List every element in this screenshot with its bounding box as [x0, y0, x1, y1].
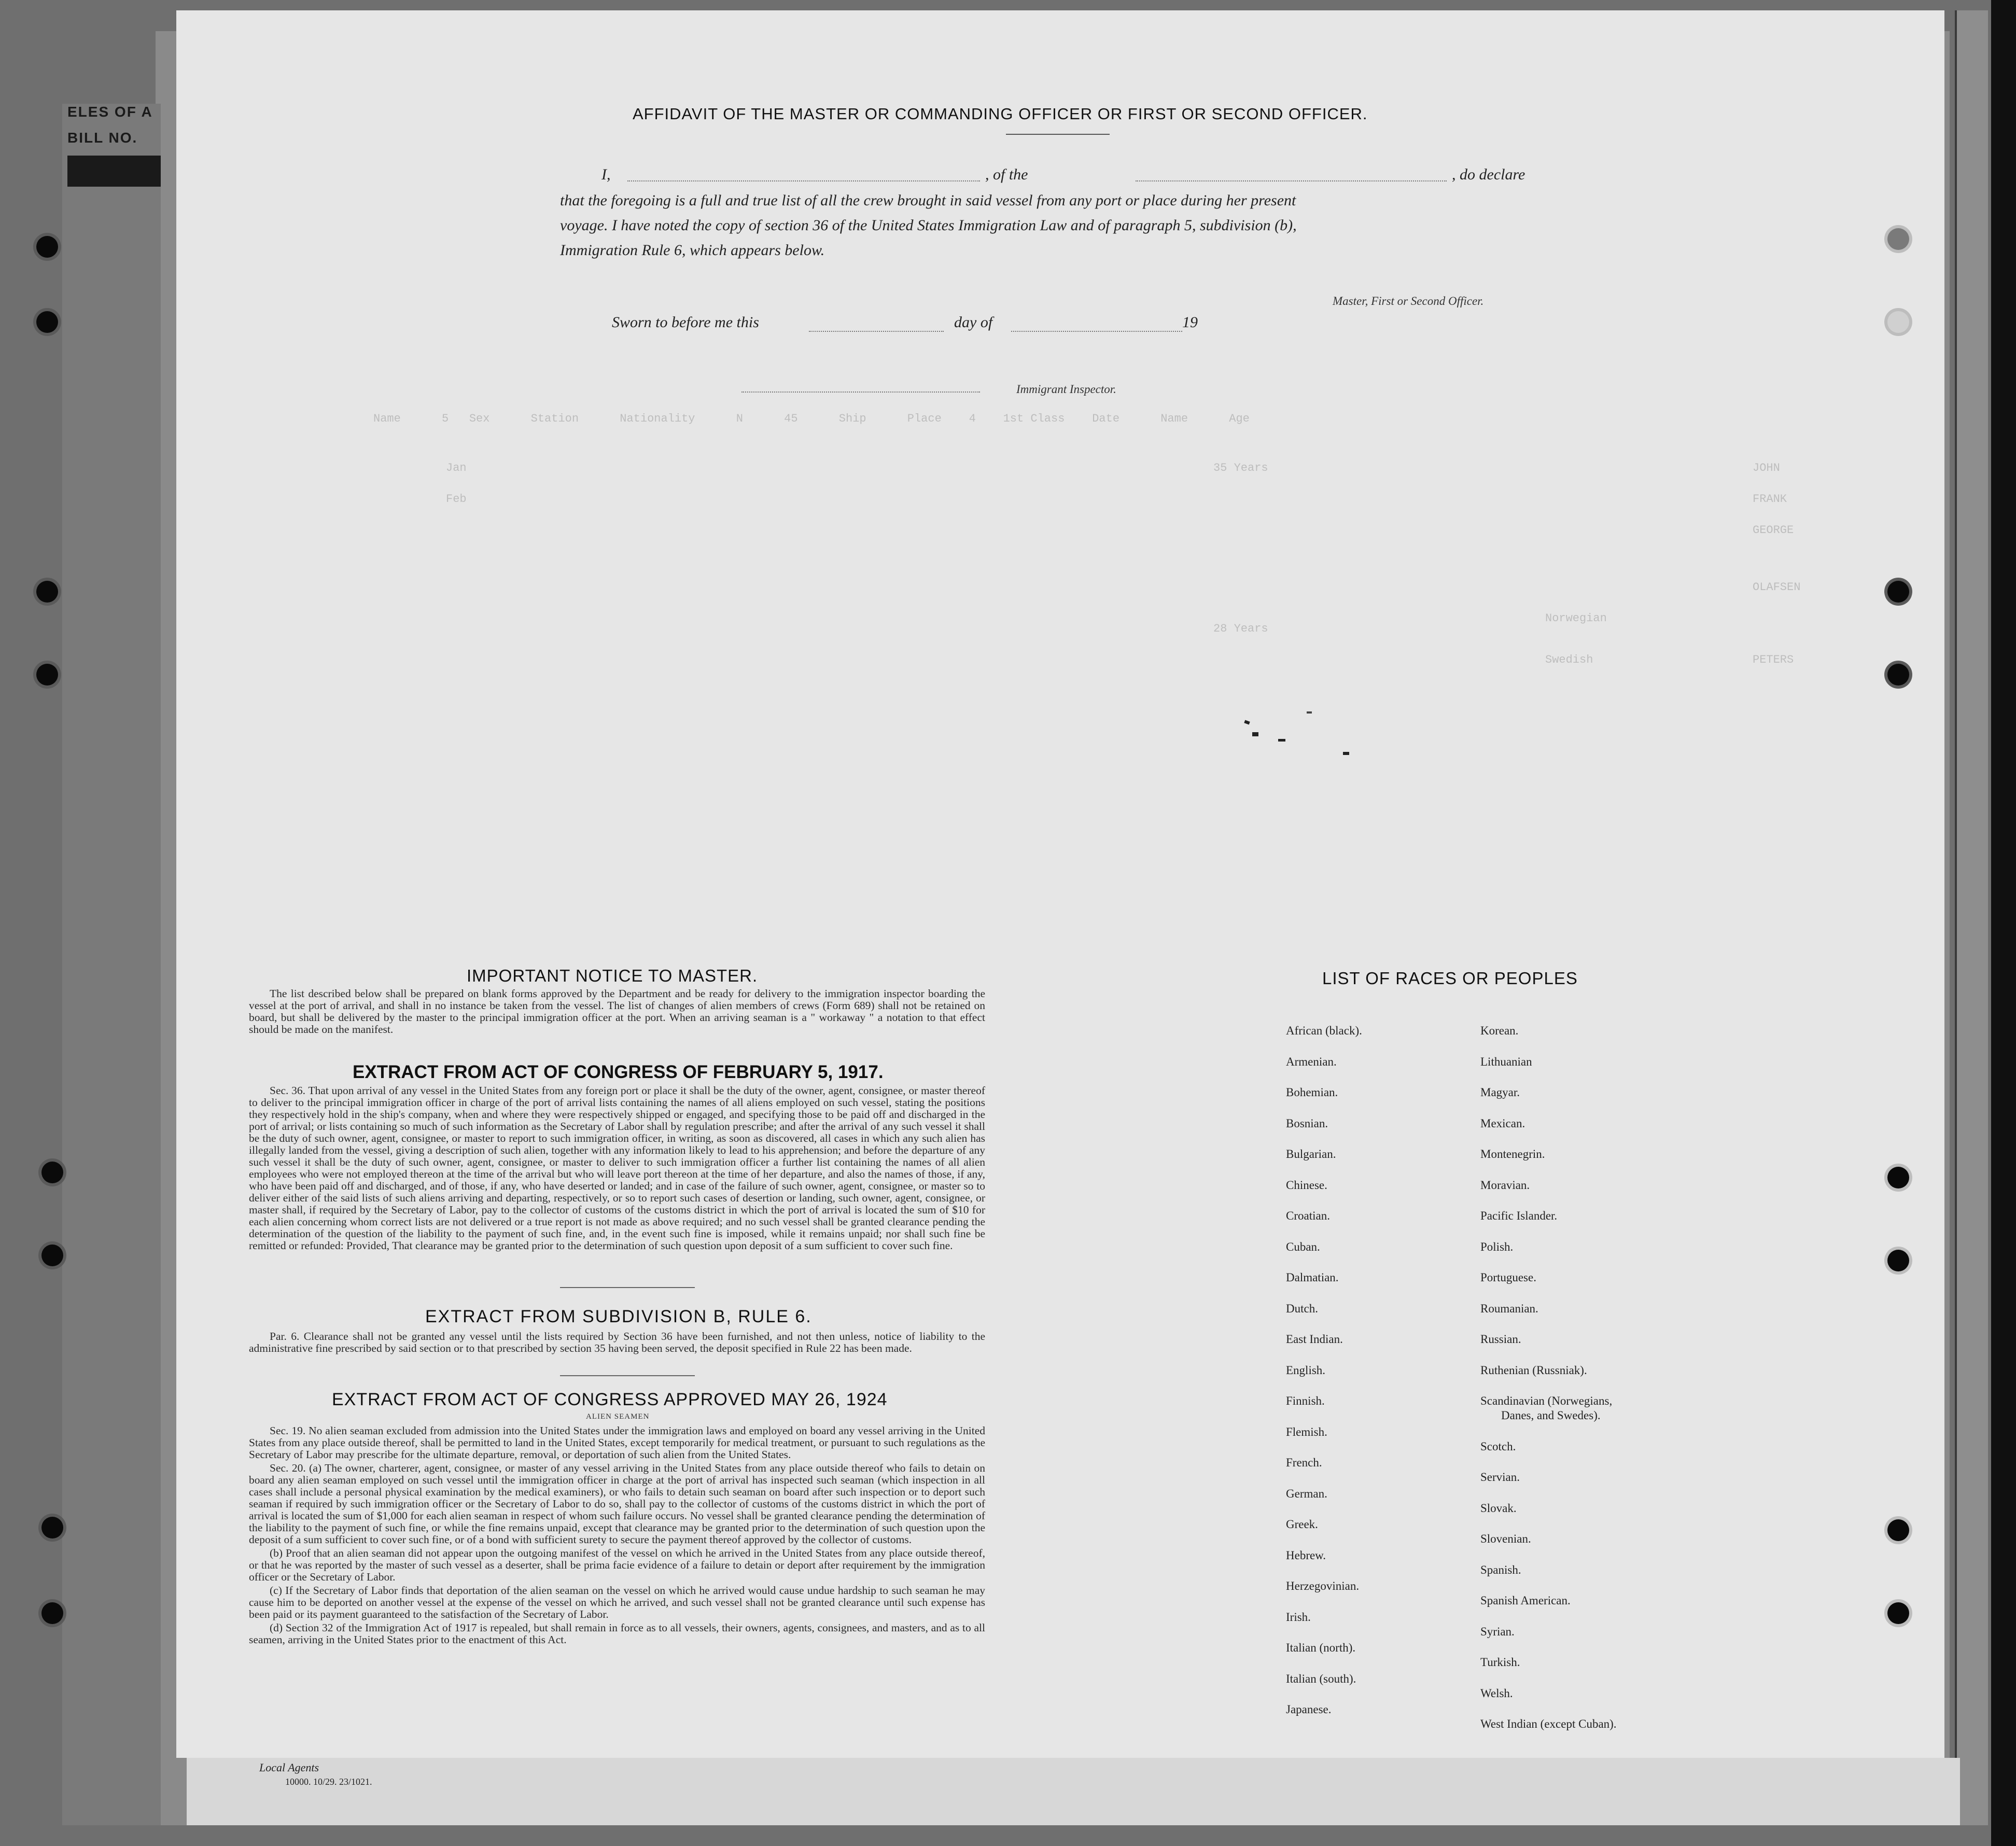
punch-hole	[1887, 311, 1909, 333]
punch-hole	[36, 236, 58, 258]
race-item: African (black).	[1286, 1024, 1362, 1037]
section-36-paragraph: Sec. 36. That upon arrival of any vessel in the United States from any foreign port or place it shall be the duty of the owner, agent, consignee, or master thereof to deliver to the principal immigration officer in charge of the port of arrival lists containing the names of all aliens employed on such vessel, stating the positions they respectively hold in the ship's company, when and where they were respectively shipped or engaged, and specifying those to be paid off and discharged in the port of arrival; or lists containing so much of such information as the Secretary of Labor shall by regulation prescribe; and after the arrival of any such vessel it shall be the duty of such owner, agent, consignee, or master to report to such immigration officer, in writing, as soon as discovered, all cases in which any such alien has illegally landed from the vessel, giving a description of such alien, together with any information likely to lead to his apprehension; and before the departure of any such vessel it shall be the duty of such owner, agent, consignee, or master to deliver to such immigration officer a further list containing the names of all alien employees who were not employed thereon at the time of the arrival but who will leave port thereon at the time of her departure, and also the names of those, if any, who have been paid off and discharged, and of those, if any, who have deserted or landed; and in case of the failure of such owner, agent, consignee, or master so to deliver either of the said lists of such aliens arriving and departing, respectively, or so to report such cases of desertion or landing, such owner, agent, consignee, or master shall, if required by the Secretary of Labor, pay to the collector of customs of the customs district in which the port of arrival is located the sum of $10 for each alien concerning whom correct lists are not delivered or a true report is not made as above required; and no such vessel shall be granted clearance pending the determination of the question of the liability to the payment of such fine, and, in the event such fine is imposed, while it remains unpaid; nor shall such fine be remitted or refunded: Provided, That clearance may be granted prior to the determination of such question upon deposit of a sum sufficient to cover such fine.	[249, 1084, 985, 1252]
sec-19-paragraph: Sec. 19. No alien seaman excluded from admission into the United States under the immigration laws and employed on board any vessel arriving in the United States from any place outside thereof, shall be permitted to land in the United States, except temporarily for medical treatment, or pursuant to such regulations as the Secretary of Labor may prescribe for the ultimate departure, removal, or deportation of such alien from the United States.	[249, 1424, 985, 1461]
punch-hole	[41, 1244, 63, 1266]
punch-hole	[1887, 228, 1909, 250]
race-item: Slovak.	[1480, 1501, 1517, 1515]
race-item: Danes, and Swedes).	[1501, 1409, 1601, 1422]
extract-1917-text	[249, 1085, 985, 1253]
separator-rule	[560, 1287, 695, 1288]
race-item: Dutch.	[1286, 1302, 1318, 1315]
day-of-text: day of	[954, 314, 993, 331]
punch-hole	[36, 581, 58, 603]
race-item: Bosnian.	[1286, 1116, 1328, 1130]
extract-rule6-text	[249, 1331, 985, 1356]
punch-hole	[1887, 664, 1909, 686]
sec-20d-paragraph: (d) Section 32 of the Immigration Act of 1917 is repealed, but shall remain in force as to all vessels, their owners, agents, consignees, and masters, and as to all seamen, arriving in the United States prior to the enactment of this Act.	[249, 1621, 985, 1646]
extract-1917-title: EXTRACT FROM ACT OF CONGRESS OF FEBRUARY 5, 1917.	[353, 1062, 884, 1082]
races-title: LIST OF RACES OR PEOPLES	[1322, 969, 1578, 988]
day-blank[interactable]	[809, 331, 944, 332]
bleed-through: JOHN	[1753, 461, 1780, 474]
race-item: Spanish American.	[1480, 1594, 1571, 1607]
ink-speck	[1244, 720, 1250, 724]
race-item: West Indian (except Cuban).	[1480, 1717, 1617, 1730]
race-item: Roumanian.	[1480, 1302, 1538, 1315]
bleed-through: Jan	[446, 461, 467, 474]
race-item: Bohemian.	[1286, 1086, 1338, 1099]
bleed-through: Norwegian	[1545, 612, 1607, 625]
separator-rule	[560, 1375, 695, 1376]
race-item: Greek.	[1286, 1518, 1318, 1531]
race-item: Finnish.	[1286, 1394, 1325, 1407]
sworn-text: Sworn to before me this	[612, 314, 759, 331]
right-edge-strip	[1955, 10, 1988, 1825]
master-signature-label: Master, First or Second Officer.	[1333, 295, 1484, 307]
affidavit-i: I,	[601, 166, 611, 183]
month-blank[interactable]	[1011, 331, 1182, 332]
race-item: English.	[1286, 1363, 1326, 1377]
race-item: Spanish.	[1480, 1563, 1521, 1576]
race-item: Welsh.	[1480, 1686, 1513, 1700]
race-item: Armenian.	[1286, 1055, 1337, 1068]
race-item: Turkish.	[1480, 1656, 1520, 1669]
rule6-paragraph: Par. 6. Clearance shall not be granted any vessel until the lists required by Section 36 have been furnished, and not then unless, notice of liability to the administrative fine prescribed by said section or to that prescribed by section 35 having been served, the deposit specified in Rule 22 has been made.	[249, 1330, 985, 1354]
bleed-through-header: Name 5 Sex Station Nationality N 45 Ship Place 4 1st Class Date Name Age	[373, 412, 1250, 425]
race-item: Slovenian.	[1480, 1532, 1531, 1545]
punch-hole	[36, 311, 58, 333]
bleed-through: PETERS	[1753, 653, 1794, 666]
race-item: German.	[1286, 1487, 1327, 1500]
race-item: Scandinavian (Norwegians,	[1480, 1394, 1613, 1407]
punch-hole	[1887, 1519, 1909, 1541]
ink-speck	[1343, 752, 1349, 755]
affidavit-title: AFFIDAVIT OF THE MASTER OR COMMANDING OFFICER OR FIRST OR SECOND OFFICER.	[633, 105, 1368, 123]
punch-hole	[1887, 1602, 1909, 1624]
race-item: Croatian.	[1286, 1209, 1330, 1222]
bleed-through: Swedish	[1545, 653, 1593, 666]
notice-paragraph: The list described below shall be prepared on blank forms approved by the Department and be ready for delivery to the immigration inspector boarding the vessel at the port of arrival, and shall in no instance be taken from the vessel. The list of changes of alien members of crews (Form 689) shall not be retained on board, but shall be delivered by the master to the principal immigration officer at the port. When an arriving seaman is a " workaway " a notation to that effect should be made on the manifest.	[249, 987, 985, 1036]
title-underline	[1006, 134, 1110, 135]
bleed-through: Feb	[446, 493, 467, 506]
race-item: Korean.	[1480, 1024, 1519, 1037]
notice-title: IMPORTANT NOTICE TO MASTER.	[467, 966, 758, 985]
previous-page-stub	[62, 104, 161, 1825]
bleed-through: OLAFSEN	[1753, 581, 1801, 594]
ink-speck	[1278, 739, 1285, 742]
punch-hole	[1887, 1250, 1909, 1271]
affidavit-declare: , do declare	[1452, 166, 1525, 183]
race-item: Herzegovinian.	[1286, 1579, 1360, 1592]
race-item: Cuban.	[1286, 1240, 1320, 1253]
stub-line-1: ELES OF A	[67, 104, 153, 120]
notice-text	[249, 988, 985, 1037]
race-item: Chinese.	[1286, 1178, 1327, 1192]
race-item: Italian (south).	[1286, 1672, 1356, 1685]
race-item: Syrian.	[1480, 1625, 1515, 1638]
inspector-signature-blank[interactable]	[741, 391, 980, 393]
stub-redaction-bar	[67, 156, 161, 187]
race-item: Lithuanian	[1480, 1055, 1532, 1068]
bleed-through: GEORGE	[1753, 524, 1794, 537]
race-item: Portuguese.	[1480, 1271, 1536, 1284]
footer-agents: Local Agents	[259, 1761, 319, 1774]
punch-hole	[41, 1602, 63, 1624]
ink-speck	[1307, 711, 1312, 714]
race-item: Scotch.	[1480, 1439, 1516, 1453]
extract-1924-title: EXTRACT FROM ACT OF CONGRESS APPROVED MAY 26, 1924	[332, 1390, 888, 1409]
punch-hole	[41, 1517, 63, 1539]
race-item: Magyar.	[1480, 1086, 1520, 1099]
footer-print-code: 10000. 10/29. 23/1021.	[285, 1777, 372, 1787]
bleed-through: 28 Years	[1213, 622, 1268, 635]
sec-20b-paragraph: (b) Proof that an alien seaman did not appear upon the outgoing manifest of the vessel on which he arrived in the United States from any place outside thereof, or that he was reported by the master of such vessel as a deserter, shall be prima facie evidence of a failure to detain or deport after requirement by the immigration officer or the Secretary of Labor.	[249, 1547, 985, 1583]
race-item: Mexican.	[1480, 1116, 1525, 1130]
race-item: Russian.	[1480, 1333, 1521, 1346]
affidavit-line-4: Immigration Rule 6, which appears below.	[560, 242, 825, 259]
inspector-label: Immigrant Inspector.	[1016, 383, 1116, 396]
race-item: French.	[1286, 1456, 1322, 1469]
affidavit-of-the: , of the	[985, 166, 1028, 183]
sec-20a-paragraph: Sec. 20. (a) The owner, charterer, agent, consignee, or master of any vessel arriving in the United States from any place outside thereof who fails to detain on board any alien seaman employed on such vessel until the immigration officer in charge at the port of arrival has inspected such seaman (which inspection in all cases shall include a personal physical examination by the medical examiners), or who fails to detain such seaman on board after such inspection or to deport such seaman if required by such immigration officer or the Secretary of Labor to do so, shall pay to the collector of customs of the customs district in which the port of arrival is located the sum of $1,000 for each alien seaman in respect of whom such failure occurs. No vessel shall be granted clearance pending the determination of the liability to the payment of such fine, or while the fine remains unpaid, except that clearance may be granted prior to the determination of such question upon the deposit of a sum sufficient to cover such fine, or of a bond with sufficient surety to secure the payment thereof approved by the collector of customs.	[249, 1462, 985, 1546]
race-item: Moravian.	[1480, 1178, 1530, 1192]
race-item: Japanese.	[1286, 1703, 1332, 1716]
race-item: Pacific Islander.	[1480, 1209, 1558, 1222]
race-item: Montenegrin.	[1480, 1148, 1545, 1160]
race-item: East Indian.	[1286, 1333, 1343, 1346]
race-item: Servian.	[1480, 1471, 1520, 1484]
race-item: Flemish.	[1286, 1425, 1327, 1438]
punch-hole	[41, 1162, 63, 1183]
vessel-blank[interactable]	[1136, 180, 1447, 181]
race-item: Irish.	[1286, 1610, 1311, 1624]
affidavit-line-3: voyage. I have noted the copy of section 36 of the United States Immigration Law and of paragraph 5, subdivision (b),	[560, 217, 1297, 234]
race-item: Dalmatian.	[1286, 1271, 1339, 1284]
race-item: Bulgarian.	[1286, 1148, 1336, 1160]
alien-seamen-subtitle: ALIEN SEAMEN	[586, 1413, 650, 1421]
form-page	[176, 10, 1944, 1758]
race-item: Italian (north).	[1286, 1641, 1356, 1654]
punch-hole	[1887, 581, 1909, 603]
race-item: Ruthenian (Russniak).	[1480, 1363, 1587, 1377]
stub-line-2: BILL NO.	[67, 130, 138, 146]
sec-20c-paragraph: (c) If the Secretary of Labor finds that deportation of the alien seaman on the vessel on which he arrived would cause undue hardship to such seaman he may cause him to be deported on another vessel at the expense of the vessel on which he arrived, and such vessel shall not be granted clearance until such expense has been paid or its payment guaranteed to the satisfaction of the Secretary of Labor.	[249, 1584, 985, 1620]
affidavit-line-2: that the foregoing is a full and true list of all the crew brought in said vessel from any port or place during her present	[560, 192, 1296, 209]
ink-speck	[1252, 732, 1258, 736]
bleed-through: 35 Years	[1213, 461, 1268, 474]
extract-1924-text	[249, 1425, 985, 1647]
name-blank[interactable]	[627, 180, 980, 181]
punch-hole	[36, 664, 58, 686]
punch-hole	[1887, 1167, 1909, 1188]
extract-rule6-title: EXTRACT FROM SUBDIVISION B, RULE 6.	[425, 1307, 812, 1326]
race-item: Hebrew.	[1286, 1548, 1326, 1562]
bottom-strip	[187, 1758, 1960, 1825]
bleed-through: FRANK	[1753, 493, 1787, 506]
year-prefix: 19	[1182, 314, 1198, 331]
race-item: Polish.	[1480, 1240, 1514, 1253]
